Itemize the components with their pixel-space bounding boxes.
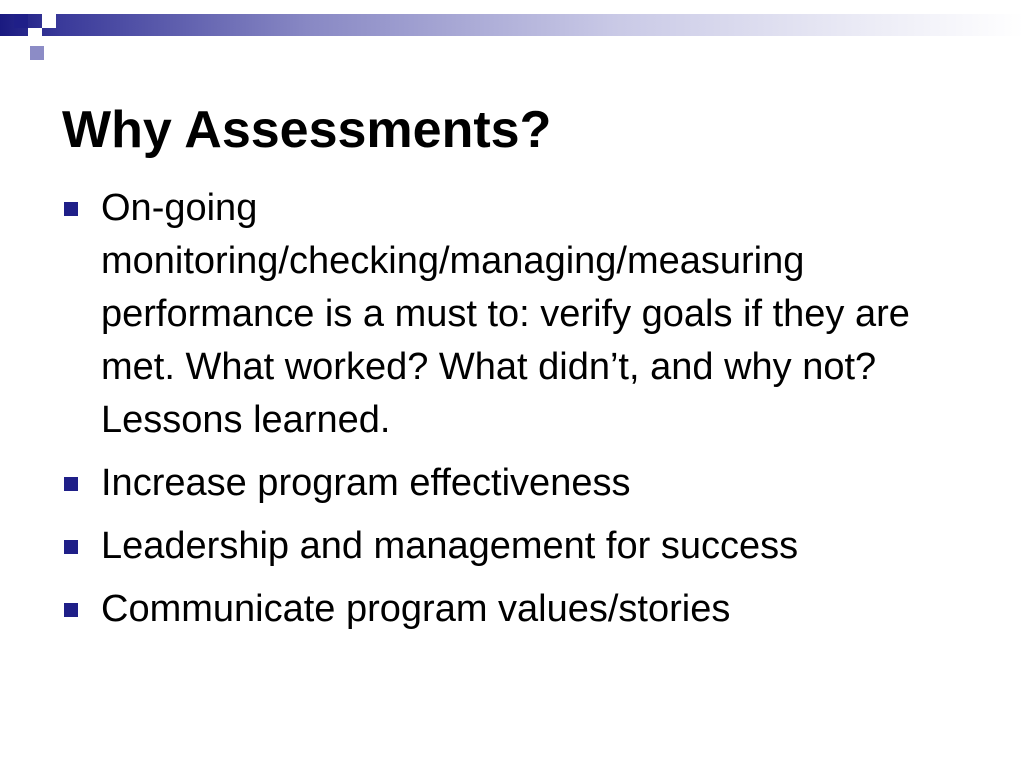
header-square-decoration <box>14 14 28 28</box>
header-square-decoration <box>0 0 14 14</box>
header-square-decoration <box>28 0 42 14</box>
header-square-decoration <box>28 28 42 42</box>
header-square-decoration <box>30 46 44 60</box>
bullet-item <box>62 457 962 510</box>
bullet-item <box>62 520 962 573</box>
header-square-decoration <box>42 14 56 28</box>
header-square-decoration <box>60 0 74 14</box>
bullet-text: Increase program effectiveness <box>101 462 631 504</box>
slide-title: Why Assessments? <box>62 101 552 159</box>
header-gradient-bar <box>0 14 1024 36</box>
bullet-list <box>62 182 962 646</box>
bullet-text: On-going monitoring/checking/managing/measuring performance is a must to: verify goals if they are met. What worked? What didn’t, and why not? Lessons learned. <box>101 187 910 441</box>
bullet-text: Communicate program values/stories <box>101 588 731 630</box>
square-bullet-icon <box>64 540 78 554</box>
header-square-decoration <box>14 42 28 56</box>
bullet-text: Leadership and management for success <box>101 525 799 567</box>
square-bullet-icon <box>64 477 78 491</box>
bullet-item <box>62 182 962 447</box>
square-bullet-icon <box>64 603 78 617</box>
bullet-item <box>62 583 962 636</box>
square-bullet-icon <box>64 202 78 216</box>
